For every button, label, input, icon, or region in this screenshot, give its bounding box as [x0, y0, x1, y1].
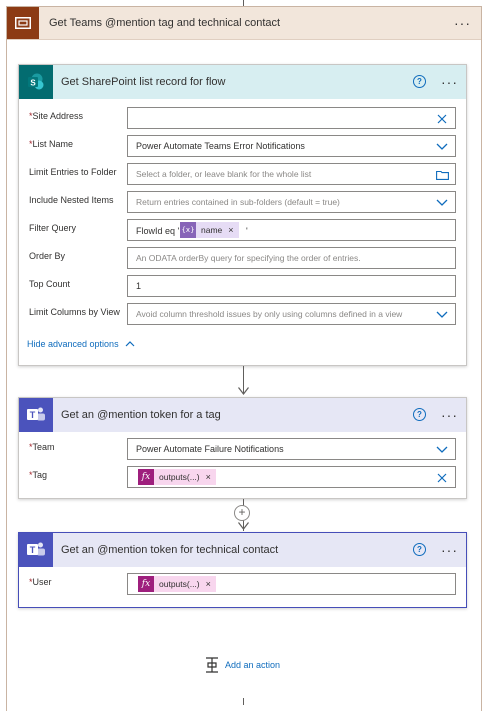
help-icon[interactable]: ? [413, 75, 426, 88]
nested-items-label: Include Nested Items [29, 195, 114, 205]
order-by-row [29, 247, 456, 269]
add-action-icon [205, 657, 219, 673]
dynamic-content-token[interactable] [180, 222, 239, 238]
sharepoint-icon [19, 65, 53, 99]
bottom-connector-line [243, 698, 244, 705]
limit-columns-dropdown[interactable] [127, 303, 456, 325]
team-value: Power Automate Failure Notifications [136, 444, 284, 454]
top-count-value: 1 [136, 281, 142, 291]
contact-card-header[interactable] [19, 533, 466, 567]
team-dropdown[interactable] [127, 438, 456, 460]
user-field[interactable] [127, 573, 456, 595]
limit-columns-placeholder: Avoid column threshold issues by only using columns defined in a view [136, 309, 403, 319]
filter-query-prefix: FlowId eq ' [136, 226, 180, 236]
list-name-dropdown[interactable] [127, 135, 456, 157]
limit-folder-label: Limit Entries to Folder [29, 167, 117, 177]
top-count-label: Top Count [29, 279, 71, 289]
filter-query-field[interactable] [127, 219, 456, 241]
clear-icon[interactable] [435, 112, 449, 126]
token-label: outputs(...) [159, 472, 200, 482]
fx-icon: fx [138, 576, 154, 592]
mention-contact-action-card [18, 532, 467, 608]
scope-more-options-button[interactable]: ··· [454, 15, 471, 31]
tag-card-header[interactable] [19, 398, 466, 432]
filter-query-label: Filter Query [29, 223, 77, 233]
sharepoint-card-header[interactable] [19, 65, 466, 99]
user-row [29, 573, 456, 595]
scope-icon [7, 7, 39, 39]
add-action-label: Add an action [225, 660, 281, 670]
nested-items-placeholder: Return entries contained in sub-folders (default = true) [136, 197, 340, 207]
mention-tag-action-card [18, 397, 467, 499]
team-row [29, 438, 456, 460]
top-count-field[interactable] [127, 275, 456, 297]
svg-text:S: S [30, 78, 36, 88]
list-name-value: Power Automate Teams Error Notifications [136, 141, 305, 151]
list-name-row [29, 135, 456, 157]
teams-icon [19, 533, 53, 567]
svg-text:T: T [29, 410, 36, 420]
tag-card-title: Get an @mention token for a tag [61, 409, 221, 421]
hide-advanced-options-link[interactable]: Hide advanced options [27, 339, 135, 349]
limit-folder-field[interactable] [127, 163, 456, 185]
remove-token-button[interactable]: × [205, 579, 211, 589]
help-icon[interactable]: ? [413, 543, 426, 556]
site-address-row [29, 107, 456, 129]
folder-icon[interactable] [435, 168, 449, 182]
teams-icon [19, 398, 53, 432]
remove-token-button[interactable]: × [228, 225, 234, 235]
dynamic-content-icon: {x} [180, 222, 196, 238]
tag-label: *Tag [29, 470, 48, 480]
team-label: *Team [29, 442, 55, 452]
chevron-down-icon[interactable] [435, 443, 449, 457]
limit-columns-row [29, 303, 456, 325]
token-label: outputs(...) [159, 579, 200, 589]
remove-token-button[interactable]: × [205, 472, 211, 482]
user-label: *User [29, 577, 52, 587]
filter-query-suffix: ' [246, 226, 248, 236]
scope-header[interactable] [7, 7, 481, 40]
order-by-label: Order By [29, 251, 66, 261]
filter-query-row [29, 219, 456, 241]
tag-field[interactable] [127, 466, 456, 488]
order-by-placeholder: An ODATA orderBy query for specifying the order of entries. [136, 253, 361, 263]
nested-items-row [29, 191, 456, 213]
site-address-label: *Site Address [29, 111, 84, 121]
order-by-field[interactable] [127, 247, 456, 269]
arrow-down-icon [238, 387, 249, 395]
insert-step-button[interactable]: + [234, 505, 250, 521]
svg-text:T: T [29, 545, 36, 555]
top-count-row [29, 275, 456, 297]
chevron-down-icon[interactable] [435, 196, 449, 210]
chevron-down-icon[interactable] [435, 308, 449, 322]
chevron-down-icon[interactable] [435, 140, 449, 154]
tag-row [29, 466, 456, 488]
contact-card-title: Get an @mention token for technical contact [61, 544, 279, 556]
list-name-label: *List Name [29, 139, 74, 149]
limit-folder-row [29, 163, 456, 185]
add-action-button[interactable] [205, 657, 280, 673]
limit-folder-placeholder: Select a folder, or leave blank for the whole list [136, 169, 312, 179]
tag-more-options-button[interactable]: ··· [441, 407, 458, 423]
chevron-up-icon [125, 340, 135, 347]
token-label: name [201, 225, 223, 235]
sharepoint-action-card [18, 64, 467, 366]
contact-more-options-button[interactable]: ··· [441, 542, 458, 558]
fx-icon: fx [138, 469, 154, 485]
expression-token[interactable] [138, 469, 216, 485]
help-icon[interactable]: ? [413, 408, 426, 421]
scope-title: Get Teams @mention tag and technical contact [49, 17, 281, 29]
expression-token[interactable] [138, 576, 216, 592]
nested-items-dropdown[interactable] [127, 191, 456, 213]
clear-icon[interactable] [435, 471, 449, 485]
site-address-field[interactable] [127, 107, 456, 129]
sharepoint-more-options-button[interactable]: ··· [441, 74, 458, 90]
sharepoint-card-title: Get SharePoint list record for flow [61, 76, 226, 88]
limit-columns-label: Limit Columns by View [29, 307, 120, 317]
arrow-down-icon [238, 522, 249, 530]
